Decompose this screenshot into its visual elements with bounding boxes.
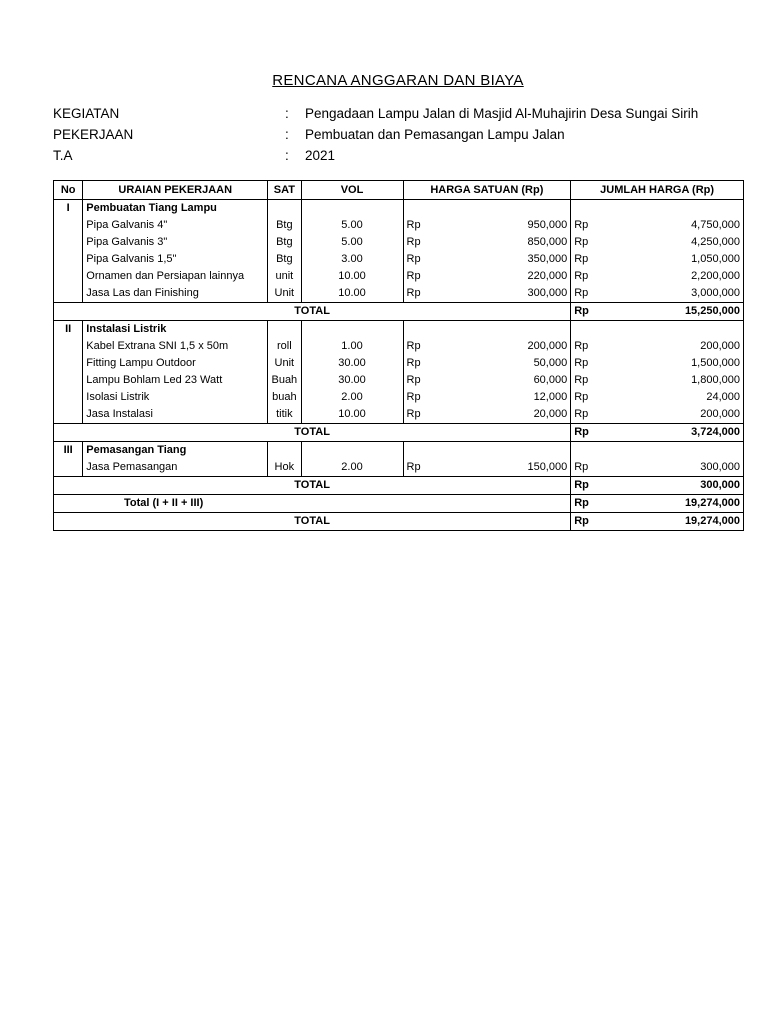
amount-value: 350,000 (527, 253, 568, 265)
currency-label: Rp (574, 305, 589, 317)
currency-label: Rp (406, 357, 421, 369)
amount-value: 200,000 (700, 408, 740, 420)
empty-cell (54, 268, 83, 285)
empty-cell (54, 217, 83, 234)
item-unit: Btg (268, 251, 301, 268)
item-description: Jasa Las dan Finishing (83, 285, 268, 303)
currency-label: Rp (406, 461, 421, 473)
table-row (54, 234, 744, 251)
empty-cell (301, 200, 403, 218)
empty-cell (571, 321, 744, 339)
section-number: II (54, 321, 83, 339)
item-unit: Btg (268, 234, 301, 251)
section-title: Instalasi Listrik (83, 321, 268, 339)
amount-value: 950,000 (527, 219, 568, 231)
amount-value: 15,250,000 (684, 305, 740, 317)
currency-label: Rp (406, 253, 421, 265)
currency-label: Rp (574, 461, 589, 473)
amount-value: 1,800,000 (691, 374, 740, 386)
item-description: Fitting Lampu Outdoor (83, 355, 268, 372)
amount-value: 20,000 (533, 408, 568, 420)
meta-label: PEKERJAAN (53, 127, 134, 142)
item-description: Ornamen dan Persiapan lainnya (83, 268, 268, 285)
section-title: Pembuatan Tiang Lampu (83, 200, 268, 218)
currency-label: Rp (574, 408, 589, 420)
section-total-value (571, 303, 744, 321)
currency-label: Rp (406, 219, 421, 231)
amount-value: 4,750,000 (691, 219, 740, 231)
amount-value: 200,000 (700, 340, 740, 352)
amount-value: 150,000 (527, 461, 568, 473)
empty-cell (54, 285, 83, 303)
item-volume: 5.00 (301, 234, 403, 251)
item-unit: titik (268, 406, 301, 424)
item-description: Pipa Galvanis 1,5" (83, 251, 268, 268)
item-description: Kabel Extrana SNI 1,5 x 50m (83, 338, 268, 355)
empty-cell (403, 321, 571, 339)
empty-cell (54, 338, 83, 355)
item-unit-price (403, 355, 571, 372)
empty-cell (403, 442, 571, 460)
table-row (54, 268, 744, 285)
table-row (54, 285, 744, 303)
section-total-label: TOTAL (54, 303, 571, 321)
section-header-row (54, 321, 744, 339)
item-unit-price (403, 372, 571, 389)
currency-label: Rp (574, 357, 589, 369)
table-row (54, 459, 744, 477)
amount-value: 12,000 (533, 391, 568, 403)
item-total-price (571, 217, 744, 234)
item-description: Lampu Bohlam Led 23 Watt (83, 372, 268, 389)
final-total-label: TOTAL (54, 513, 571, 531)
currency-label: Rp (406, 287, 421, 299)
header-uraian: URAIAN PEKERJAAN (83, 181, 268, 200)
item-total-price (571, 234, 744, 251)
grand-total-label: Total (I + II + III) (54, 495, 571, 513)
amount-value: 300,000 (527, 287, 568, 299)
meta-value: Pengadaan Lampu Jalan di Masjid Al-Muhajirin Desa Sungai Sirih (305, 106, 699, 121)
item-unit-price (403, 338, 571, 355)
currency-label: Rp (574, 270, 589, 282)
final-total-value (571, 513, 744, 531)
empty-cell (54, 234, 83, 251)
table-body (54, 200, 744, 531)
item-volume: 1.00 (301, 338, 403, 355)
item-total-price (571, 268, 744, 285)
item-description: Jasa Instalasi (83, 406, 268, 424)
amount-value: 60,000 (533, 374, 568, 386)
section-header-row (54, 442, 744, 460)
header-sat: SAT (268, 181, 301, 200)
item-unit: Btg (268, 217, 301, 234)
item-total-price (571, 372, 744, 389)
item-unit-price (403, 406, 571, 424)
currency-label: Rp (574, 219, 589, 231)
empty-cell (571, 442, 744, 460)
item-volume: 10.00 (301, 285, 403, 303)
empty-cell (54, 406, 83, 424)
empty-cell (571, 200, 744, 218)
header-harga: HARGA SATUAN (Rp) (403, 181, 571, 200)
item-unit: Unit (268, 285, 301, 303)
item-volume: 30.00 (301, 355, 403, 372)
section-total-label: TOTAL (54, 424, 571, 442)
table-row (54, 389, 744, 406)
item-total-price (571, 389, 744, 406)
empty-cell (54, 372, 83, 389)
item-unit: buah (268, 389, 301, 406)
amount-value: 3,724,000 (691, 426, 740, 438)
item-volume: 30.00 (301, 372, 403, 389)
currency-label: Rp (574, 515, 589, 527)
empty-cell (54, 251, 83, 268)
meta-label: KEGIATAN (53, 106, 120, 121)
table-row (54, 406, 744, 424)
item-total-price (571, 406, 744, 424)
item-volume: 10.00 (301, 406, 403, 424)
table-header-row (54, 181, 744, 200)
currency-label: Rp (574, 287, 589, 299)
section-total-label: TOTAL (54, 477, 571, 495)
item-unit: Hok (268, 459, 301, 477)
currency-label: Rp (406, 374, 421, 386)
item-unit-price (403, 217, 571, 234)
table-row (54, 355, 744, 372)
currency-label: Rp (574, 426, 589, 438)
item-unit-price (403, 389, 571, 406)
amount-value: 19,274,000 (684, 497, 740, 509)
currency-label: Rp (574, 391, 589, 403)
currency-label: Rp (574, 236, 589, 248)
meta-colon: : (285, 148, 289, 163)
currency-label: Rp (406, 270, 421, 282)
item-volume: 2.00 (301, 389, 403, 406)
amount-value: 3,000,000 (691, 287, 740, 299)
item-total-price (571, 355, 744, 372)
empty-cell (268, 321, 301, 339)
item-description: Isolasi Listrik (83, 389, 268, 406)
currency-label: Rp (406, 408, 421, 420)
item-total-price (571, 338, 744, 355)
item-description: Jasa Pemasangan (83, 459, 268, 477)
table-row (54, 338, 744, 355)
item-description: Pipa Galvanis 4" (83, 217, 268, 234)
empty-cell (54, 389, 83, 406)
header-vol: VOL (301, 181, 403, 200)
amount-value: 50,000 (533, 357, 568, 369)
empty-cell (54, 355, 83, 372)
empty-cell (403, 200, 571, 218)
grand-total-value (571, 495, 744, 513)
currency-label: Rp (574, 479, 589, 491)
section-total-row (54, 303, 744, 321)
empty-cell (301, 321, 403, 339)
empty-cell (268, 200, 301, 218)
section-total-value (571, 477, 744, 495)
amount-value: 300,000 (700, 461, 740, 473)
item-total-price (571, 251, 744, 268)
meta-value: 2021 (305, 148, 336, 163)
item-description: Pipa Galvanis 3" (83, 234, 268, 251)
currency-label: Rp (406, 391, 421, 403)
amount-value: 220,000 (527, 270, 568, 282)
meta-colon: : (285, 106, 289, 121)
table-row (54, 372, 744, 389)
currency-label: Rp (574, 340, 589, 352)
section-header-row (54, 200, 744, 218)
item-volume: 10.00 (301, 268, 403, 285)
item-volume: 5.00 (301, 217, 403, 234)
amount-value: 4,250,000 (691, 236, 740, 248)
item-unit-price (403, 268, 571, 285)
meta-label: T.A (53, 148, 73, 163)
section-total-value (571, 424, 744, 442)
section-total-row (54, 477, 744, 495)
item-unit: Buah (268, 372, 301, 389)
final-total-row (54, 513, 744, 531)
amount-value: 1,050,000 (691, 253, 740, 265)
meta-value: Pembuatan dan Pemasangan Lampu Jalan (305, 127, 565, 142)
item-total-price (571, 285, 744, 303)
section-number: III (54, 442, 83, 460)
empty-cell (54, 459, 83, 477)
amount-value: 300,000 (700, 479, 740, 491)
section-title: Pemasangan Tiang (83, 442, 268, 460)
header-jumlah: JUMLAH HARGA (Rp) (571, 181, 744, 200)
item-total-price (571, 459, 744, 477)
currency-label: Rp (574, 497, 589, 509)
item-unit: unit (268, 268, 301, 285)
item-unit: Unit (268, 355, 301, 372)
table-row (54, 251, 744, 268)
currency-label: Rp (406, 236, 421, 248)
amount-value: 19,274,000 (684, 515, 740, 527)
table-row (54, 217, 744, 234)
amount-value: 200,000 (527, 340, 568, 352)
amount-value: 2,200,000 (691, 270, 740, 282)
item-unit-price (403, 234, 571, 251)
item-unit-price (403, 251, 571, 268)
currency-label: Rp (406, 340, 421, 352)
section-number: I (54, 200, 83, 218)
item-unit-price (403, 285, 571, 303)
amount-value: 1,500,000 (691, 357, 740, 369)
amount-value: 850,000 (527, 236, 568, 248)
currency-label: Rp (574, 374, 589, 386)
meta-colon: : (285, 127, 289, 142)
empty-cell (301, 442, 403, 460)
currency-label: Rp (574, 253, 589, 265)
grand-total-row (54, 495, 744, 513)
item-volume: 2.00 (301, 459, 403, 477)
item-unit: roll (268, 338, 301, 355)
document-title: RENCANA ANGGARAN DAN BIAYA (272, 72, 524, 89)
section-total-row (54, 424, 744, 442)
item-volume: 3.00 (301, 251, 403, 268)
amount-value: 24,000 (706, 391, 740, 403)
header-no: No (54, 181, 83, 200)
empty-cell (268, 442, 301, 460)
item-unit-price (403, 459, 571, 477)
budget-table (53, 180, 744, 531)
